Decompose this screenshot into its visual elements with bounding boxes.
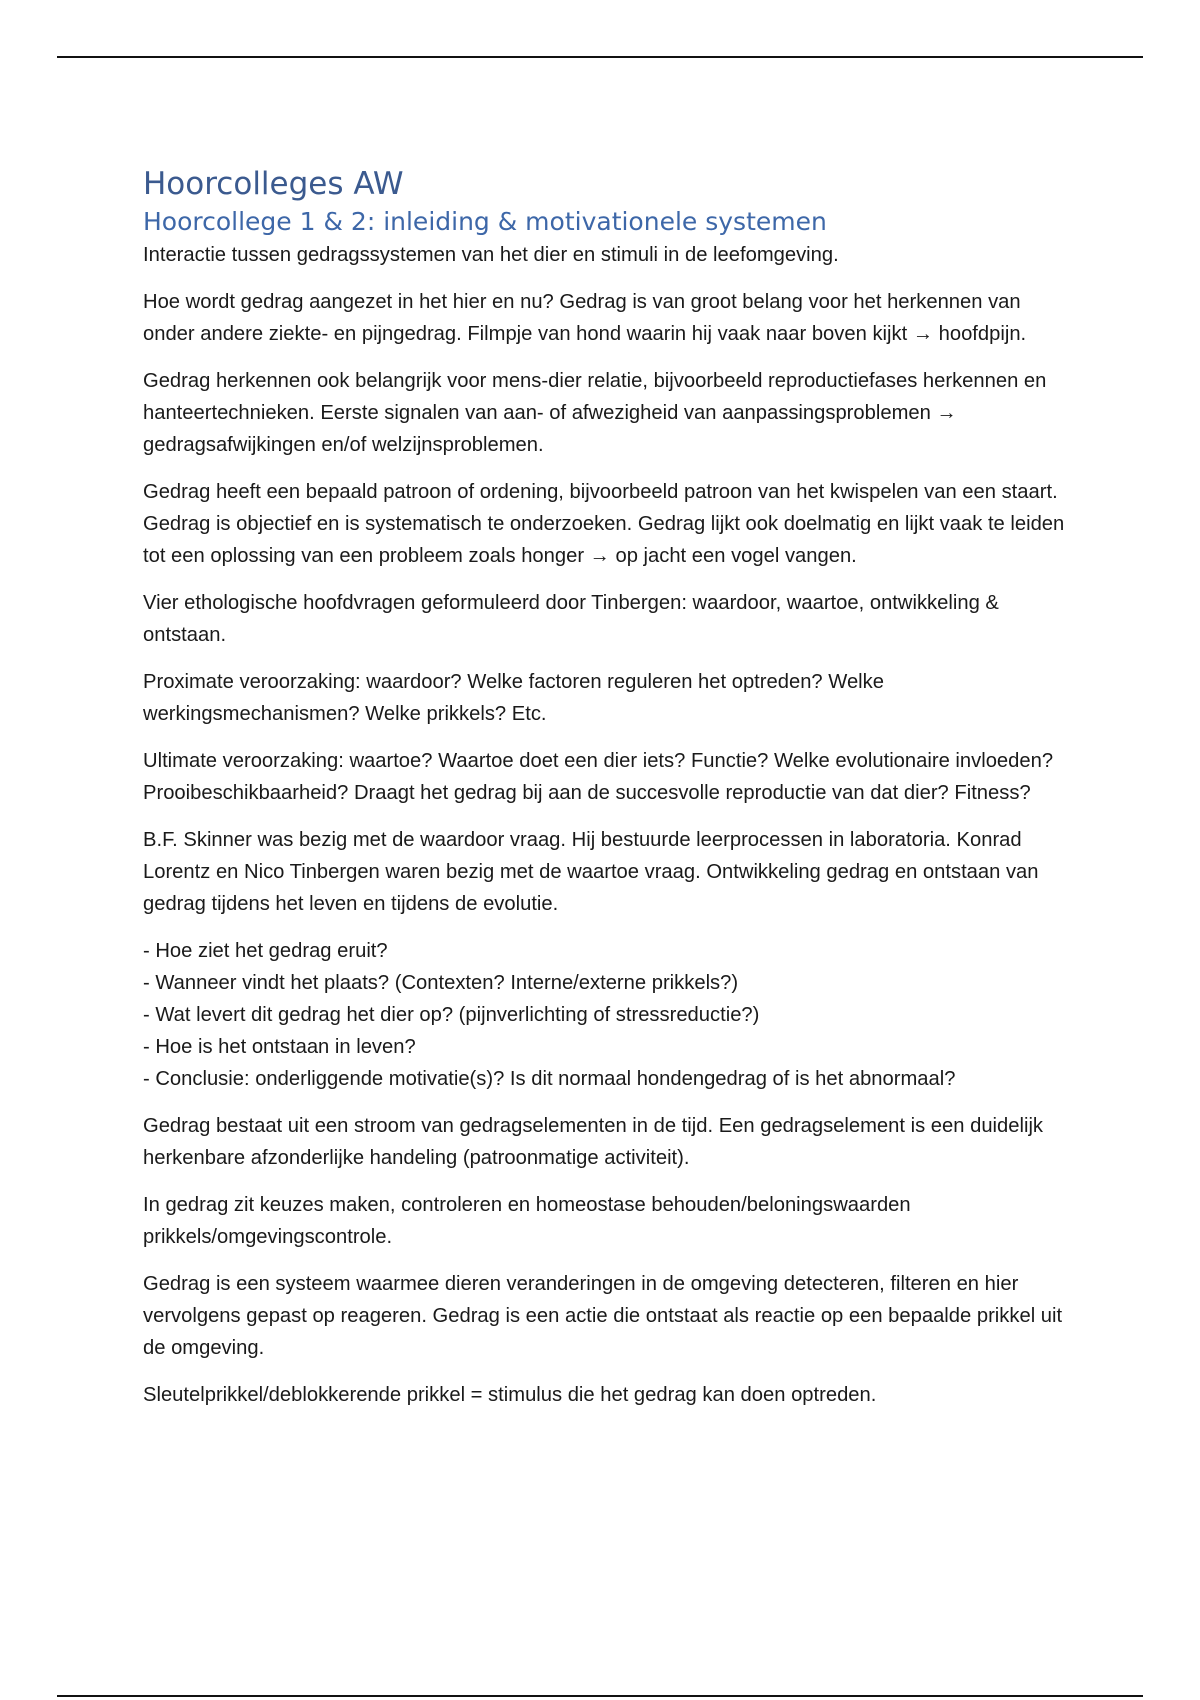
list-item: - Wat levert dit gedrag het dier op? (pijnverlichting of stressreductie?): [143, 1004, 760, 1026]
paragraph: Gedrag herkennen ook belangrijk voor mens-dier relatie, bijvoorbeeld reproductiefases herkennen en hanteertechnieken. Eerste signalen van aan- of afwezigheid van aanpassingsproblemen → gedragsafwijkingen en/of welzijnsproblemen.: [143, 370, 1047, 456]
paragraph: Interactie tussen gedragssystemen van het dier en stimuli in de leefomgeving.: [143, 244, 839, 266]
list-item: - Hoe ziet het gedrag eruit?: [143, 940, 388, 962]
document-body: [143, 164, 1073, 1426]
paragraph: Sleutelprikkel/deblokkerende prikkel = stimulus die het gedrag kan doen optreden.: [143, 1384, 877, 1406]
question-list: [143, 935, 1073, 1095]
list-item: - Hoe is het ontstaan in leven?: [143, 1036, 416, 1058]
paragraph: In gedrag zit keuzes maken, controleren en homeostase behouden/beloningswaarden prikkels/omgevingscontrole.: [143, 1194, 911, 1248]
paragraph: Gedrag is een systeem waarmee dieren veranderingen in de omgeving detecteren, filteren en hier vervolgens gepast op reageren. Gedrag is een actie die ontstaat als reactie op een bepaalde prikkel uit de omgeving.: [143, 1273, 1063, 1359]
paragraph: Gedrag bestaat uit een stroom van gedragselementen in de tijd. Een gedragselement is een duidelijk herkenbare afzonderlijke handeling (patroonmatige activiteit).: [143, 1115, 1044, 1169]
paragraph: Ultimate veroorzaking: waartoe? Waartoe doet een dier iets? Functie? Welke evolutionaire invloeden? Prooibeschikbaarheid? Draagt het gedrag bij aan de succesvolle reproductie van dat dier? Fitness?: [143, 750, 1054, 804]
paragraph: Proximate veroorzaking: waardoor? Welke factoren reguleren het optreden? Welke werkingsmechanismen? Welke prikkels? Etc.: [143, 671, 884, 725]
footer-rule: [57, 1695, 1143, 1697]
document-title: Hoorcolleges AW: [143, 166, 404, 202]
section-heading: Hoorcollege 1 & 2: inleiding & motivationele systemen: [143, 207, 827, 236]
list-item: - Wanneer vindt het plaats? (Contexten? Interne/externe prikkels?): [143, 972, 739, 994]
paragraph: Gedrag heeft een bepaald patroon of ordening, bijvoorbeeld patroon van het kwispelen van een staart. Gedrag is objectief en is systematisch te onderzoeken. Gedrag lijkt ook doelmatig en lijkt vaak te leiden tot een oplossing van een probleem zoals honger → op jacht een vogel vangen.: [143, 481, 1065, 567]
paragraph: Vier ethologische hoofdvragen geformuleerd door Tinbergen: waardoor, waartoe, ontwikkeling & ontstaan.: [143, 592, 999, 646]
list-item: - Conclusie: onderliggende motivatie(s)? Is dit normaal hondengedrag of is het abnormaal?: [143, 1068, 956, 1090]
paragraph: Hoe wordt gedrag aangezet in het hier en nu? Gedrag is van groot belang voor het herkennen van onder andere ziekte- en pijngedrag. Filmpje van hond waarin hij vaak naar boven kijkt → hoofdpijn.: [143, 291, 1027, 345]
paragraph: B.F. Skinner was bezig met de waardoor vraag. Hij bestuurde leerprocessen in laboratoria. Konrad Lorentz en Nico Tinbergen waren bezig met de waartoe vraag. Ontwikkeling gedrag en ontstaan van gedrag tijdens het leven en tijdens de evolutie.: [143, 829, 1039, 915]
header-rule: [57, 56, 1143, 58]
